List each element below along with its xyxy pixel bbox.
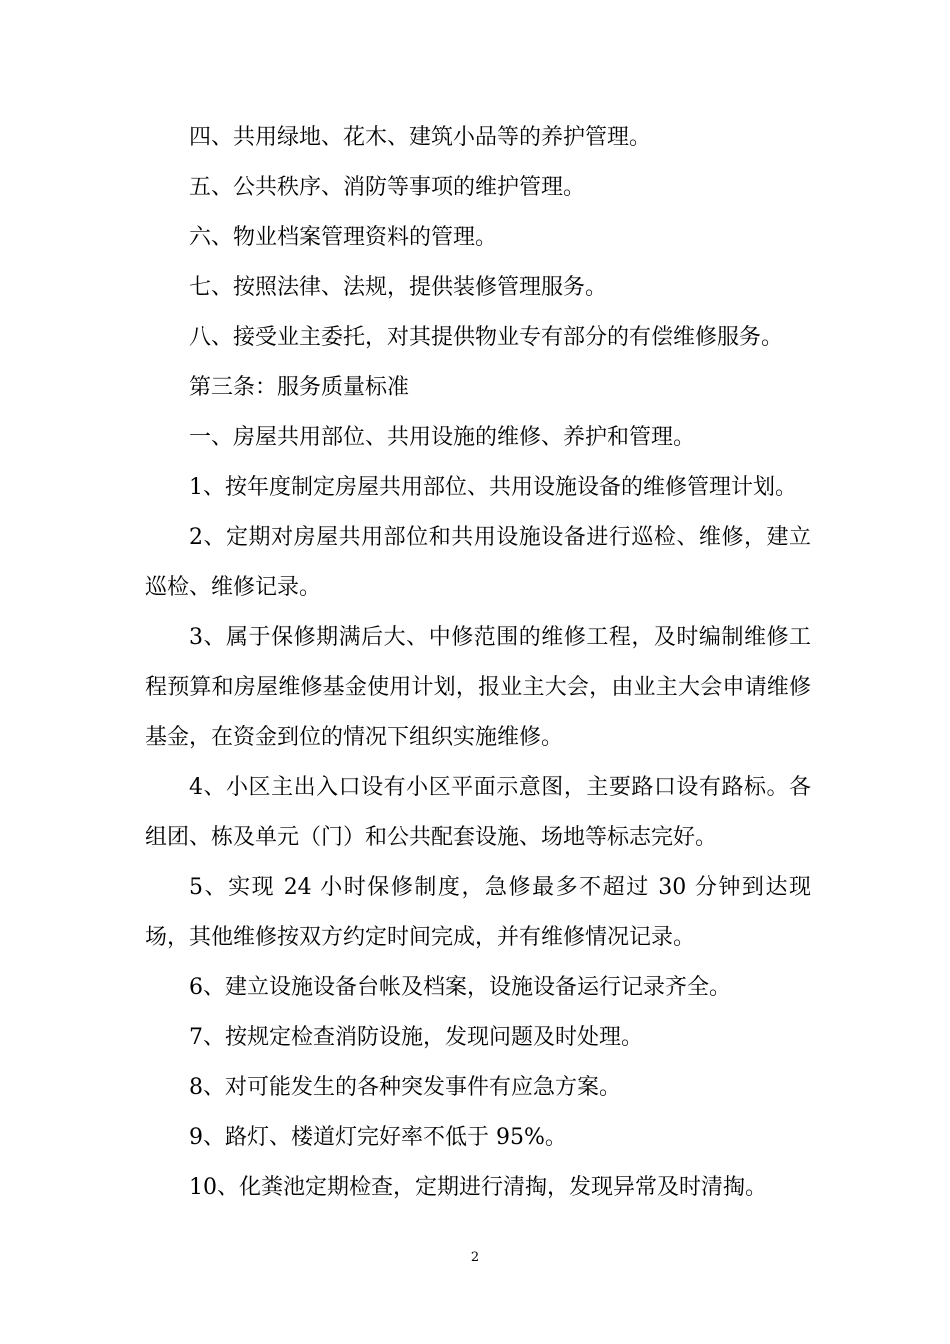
list-item-2: 2、定期对房屋共用部位和共用设施设备进行巡检、维修，建立巡检、维修记录。 [145,525,811,600]
paragraph-item-4: 四、共用绿地、花木、建筑小品等的养护管理。 [189,125,652,150]
list-item-4: 4、小区主出入口设有小区平面示意图，主要路口设有路标。各组团、栋及单元（门）和公共配套设施、场地等标志完好。 [145,775,811,850]
list-item-6: 6、建立设施设备台帐及档案，设施设备运行记录齐全。 [189,975,731,1000]
section-heading-article-3: 第三条：服务质量标准 [189,375,410,400]
list-item-5: 5、实现 24 小时保修制度，急修最多不超过 30 分钟到达现场，其他维修按双方约定时间完成，并有维修情况记录。 [145,875,811,950]
subsection-heading-1: 一、房屋共用部位、共用设施的维修、养护和管理。 [189,425,696,450]
list-item-9: 9、路灯、楼道灯完好率不低于 95%。 [189,1125,567,1150]
paragraph-item-6: 六、物业档案管理资料的管理。 [189,225,498,250]
list-item-3: 3、属于保修期满后大、中修范围的维修工程，及时编制维修工程预算和房屋维修基金使用计划，报业主大会，由业主大会申请维修基金，在资金到位的情况下组织实施维修。 [145,625,811,750]
document-body [145,113,811,1213]
list-item-7: 7、按规定检查消防设施，发现问题及时处理。 [189,1025,643,1050]
page-number: 2 [470,1250,480,1265]
paragraph-item-8: 八、接受业主委托，对其提供物业专有部分的有偿维修服务。 [189,325,784,350]
paragraph-item-7: 七、按照法律、法规，提供装修管理服务。 [189,275,608,300]
list-item-8: 8、对可能发生的各种突发事件有应急方案。 [189,1075,621,1100]
list-item-10: 10、化粪池定期检查，定期进行清掏，发现异常及时清掏。 [189,1175,767,1200]
paragraph-item-5: 五、公共秩序、消防等事项的维护管理。 [189,175,586,200]
list-item-1: 1、按年度制定房屋共用部位、共用设施设备的维修管理计划。 [189,475,797,500]
